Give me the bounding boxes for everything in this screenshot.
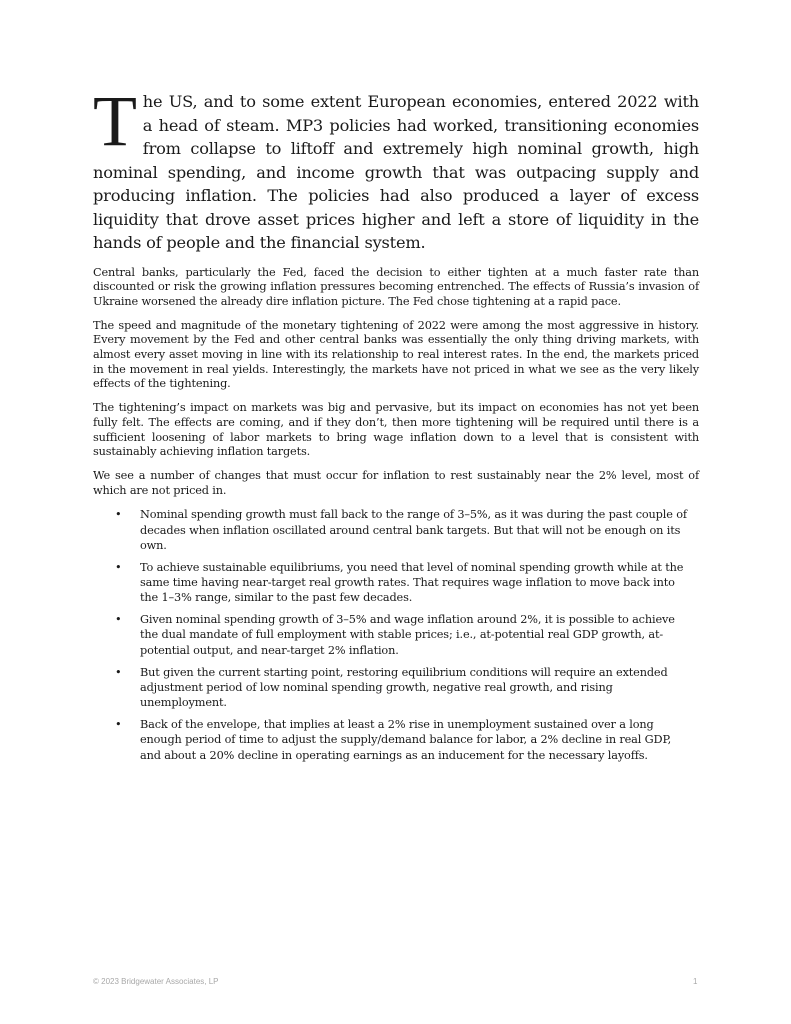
bullet-text: Back of the envelope, that implies at least a 2% rise in unemployment sustained over a long enough period of time to adjust the supply/demand balance for labor, a 2% decline in real GDP, and about a 20% decline in operating earnings as an inducement for the necessary layoffs. — [140, 717, 672, 762]
bullet-dot-icon: • — [115, 613, 122, 627]
bullet-item — [115, 665, 699, 711]
footer-copyright: © 2023 Bridgewater Associates, LP — [93, 977, 219, 986]
bullet-dot-icon: • — [115, 717, 122, 731]
bullet-item — [115, 560, 699, 606]
page-number: 1 — [693, 977, 698, 986]
bullet-text: Nominal spending growth must fall back to the range of 3–5%, as it was during the past couple of decades when inflation oscillated around central bank targets. But that will not be enough on its own. — [140, 508, 687, 552]
bullet-item — [115, 612, 699, 658]
bullet-dot-icon: • — [115, 665, 122, 679]
lead-text: he US, and to some extent European economies, entered 2022 with a head of steam. MP3 policies had worked, transitioning economies from collapse to liftoff and extremely high nominal growth, high nominal spending, and income growth that was outpacing supply and producing inflation. The policies had also produced a layer of excess liquidity that drove asset prices higher and left a store of liquidity in the hands of people and the financial system. — [93, 92, 699, 252]
bullet-dot-icon: • — [115, 508, 122, 522]
body-paragraph: The tightening’s impact on markets was big and pervasive, but its impact on economies has not yet been fully felt. The effects are coming, and if they don’t, then more tightening will be required until there is a sufficient loosening of labor markets to bring wage inflation down to a level that is consistent with sustainably achieving inflation targets. — [93, 401, 699, 459]
lead-paragraph — [93, 81, 699, 255]
bullet-text: To achieve sustainable equilibriums, you need that level of nominal spending growth while at the same time having near-target real growth rates. That requires wage inflation to move back into the 1–3% range, similar to the past few decades. — [140, 560, 684, 605]
bullet-text: Given nominal spending growth of 3–5% and wage inflation around 2%, it is possible to achieve the dual mandate of full employment with stable prices; i.e., at-potential real GDP growth, at-potential output, and near-target 2% inflation. — [140, 613, 675, 657]
body-paragraph: We see a number of changes that must occur for inflation to rest sustainably near the 2% level, most of which are not priced in. — [93, 468, 699, 497]
bullet-list — [93, 507, 699, 762]
body-paragraph: Central banks, particularly the Fed, faced the decision to either tighten at a much faster rate than discounted or risk the growing inflation pressures becoming entrenched. The effects of Russia’s invasion of Ukraine worsened the already dire inflation picture. The Fed chose tightening at a rapid pace. — [93, 265, 699, 308]
drop-cap: T — [93, 81, 137, 161]
bullet-item — [115, 717, 699, 763]
bullet-dot-icon: • — [115, 560, 122, 574]
document-page — [93, 81, 699, 769]
bullet-text: But given the current starting point, restoring equilibrium conditions will require an extended adjustment period of low nominal spending growth, negative real growth, and rising unemployment. — [140, 665, 668, 710]
bullet-item — [115, 507, 699, 553]
body-paragraph: The speed and magnitude of the monetary tightening of 2022 were among the most aggressive in history. Every movement by the Fed and other central banks was essentially the only thing driving markets, with almost every asset moving in line with its relationship to real interest rates. In the end, the markets priced in the movement in real yields. Interestingly, the markets have not priced in what we see as the very likely effects of the tightening. — [93, 318, 699, 391]
